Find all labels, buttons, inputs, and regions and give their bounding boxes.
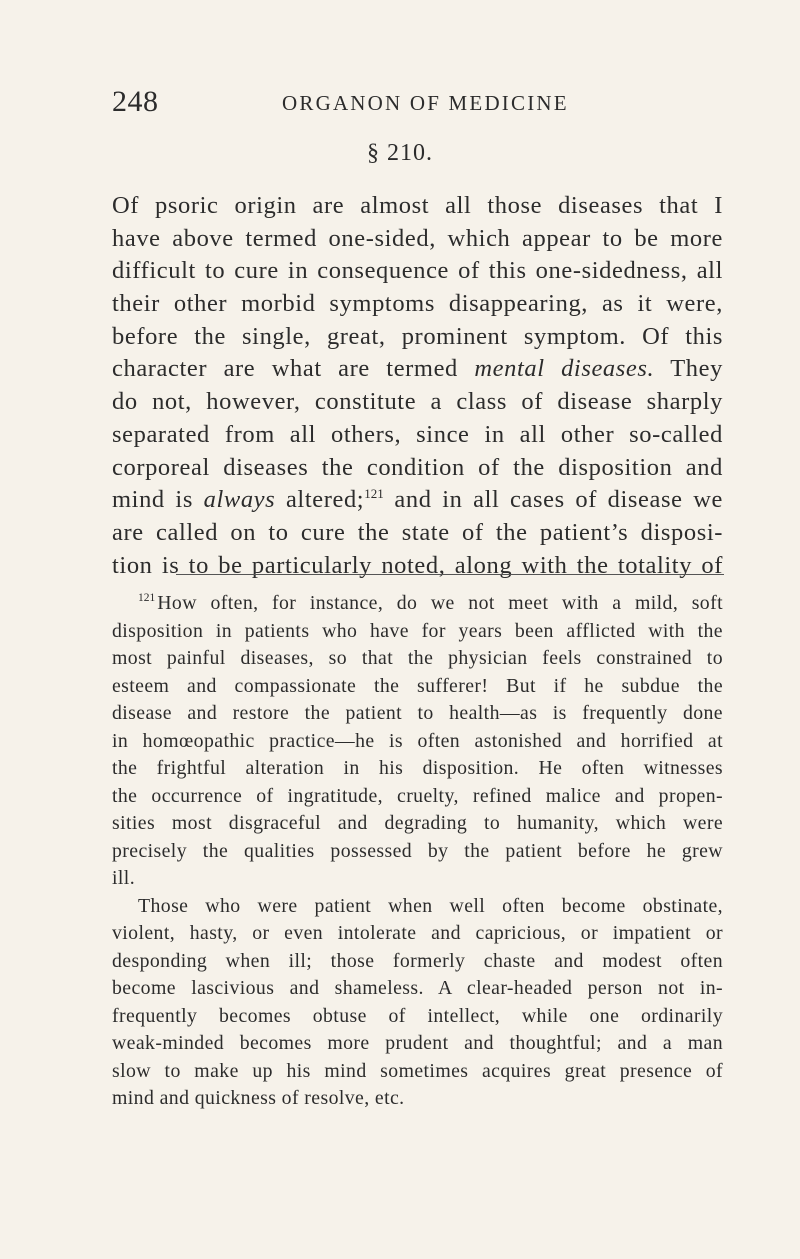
footnote-line: the frightful alteration in his disposition. He often witnesses xyxy=(112,757,723,779)
running-header xyxy=(112,84,722,120)
text-line: difficult to cure in consequence of this one-sidedness, all xyxy=(112,257,723,285)
footnote-reference[interactable]: 121 xyxy=(364,486,384,502)
text-segment: altered; xyxy=(285,486,365,514)
text-segment: How often, for instance, do we not meet with a mild, soft xyxy=(157,592,723,614)
footnote-line: precisely the qualities possessed by the patient before he grew xyxy=(112,839,723,862)
footnote-line: most painful diseases, so that the physician feels constrained to xyxy=(112,647,723,669)
text-line: corporeal diseases the condition of the disposition and xyxy=(112,453,723,481)
footnote-line: violent, hasty, or even intolerate and capricious, or impatient or xyxy=(112,922,723,944)
text-segment: character are what are termed xyxy=(112,355,458,383)
footnote-line xyxy=(112,590,723,618)
text-line: before the single, great, prominent symptom. Of this xyxy=(112,322,723,350)
footnote-line: Those who were patient when well often become obstinate, xyxy=(138,894,723,917)
text-line xyxy=(112,353,723,386)
text-line xyxy=(112,484,723,517)
text-segment: They xyxy=(670,355,723,383)
text-line: their other morbid symptoms disappearing, as it were, xyxy=(112,290,723,318)
text-line: are called on to cure the state of the patient’s disposi- xyxy=(112,518,723,546)
footnote-line: ill. xyxy=(112,867,136,889)
page-number: 248 xyxy=(112,85,159,118)
text-line: Of psoric origin are almost all those diseases that I xyxy=(112,192,723,219)
footnote-line: become lascivious and shameless. A clear-headed person not in- xyxy=(112,977,723,999)
italic-term: mental diseases. xyxy=(474,355,655,383)
text-segment: and in all cases of disease we xyxy=(394,486,724,514)
text-line: have above termed one-sided, which appear to be more xyxy=(112,224,723,252)
footnote-line: slow to make up his mind sometimes acquires great presence of xyxy=(112,1059,723,1082)
footnote-line: desponding when ill; those formerly chaste and modest often xyxy=(112,949,723,972)
footnote-line: weak-minded becomes more prudent and thoughtful; and a man xyxy=(112,1032,723,1054)
footnote-line: disease and restore the patient to health—as is frequently done xyxy=(112,702,723,724)
footnote-line: mind and quickness of resolve, etc. xyxy=(112,1087,405,1109)
footnote-divider xyxy=(176,574,724,575)
text-line: tion is to be particularly noted, along with the totality of xyxy=(112,551,723,579)
footnote-line: frequently becomes obtuse of intellect, while one ordinarily xyxy=(112,1004,723,1027)
footnote-line: sities most disgraceful and degrading to humanity, which were xyxy=(112,812,723,834)
footnote-number: 121 xyxy=(138,592,156,605)
text-segment: mind is xyxy=(112,486,193,514)
italic-term: always xyxy=(203,486,276,514)
section-number: § 210. xyxy=(367,140,433,166)
footnote-line: the occurrence of ingratitude, cruelty, refined malice and propen- xyxy=(112,784,723,807)
running-title: ORGANON OF MEDICINE xyxy=(282,91,569,115)
footnote xyxy=(112,590,723,1113)
text-line: separated from all others, since in all other so-called xyxy=(112,420,723,448)
main-paragraph xyxy=(112,190,723,582)
text-line: do not, however, constitute a class of disease sharply xyxy=(112,388,723,416)
footnote-line: esteem and compassionate the sufferer! But if he subdue the xyxy=(112,674,723,697)
footnote-line: in homœopathic practice—he is often astonished and horrified at xyxy=(112,729,723,752)
footnote-line: disposition in patients who have for years been afflicted with the xyxy=(112,619,723,642)
